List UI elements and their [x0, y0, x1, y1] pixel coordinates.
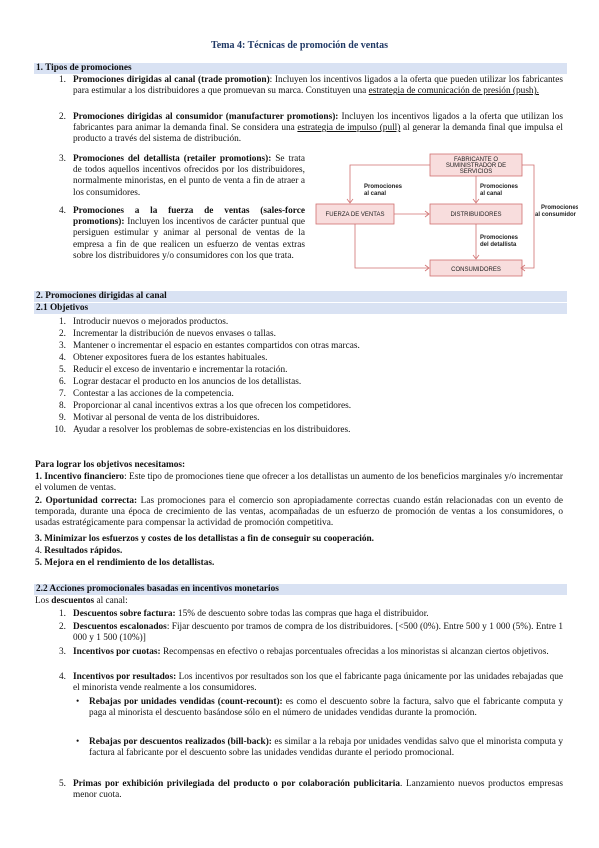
- discounts-intro: Los descuentos al canal:: [35, 596, 128, 606]
- list-item: [73, 112, 563, 146]
- box-distributors: DISTRIBUIDORES: [450, 212, 502, 218]
- discount-item: Incentivos por cuotas: Recompensas en efectivo o rebajas porcentuales ofrecidas a los minoristas si alcanzan ciertos objetivos.: [73, 647, 549, 657]
- item-link-text: estrategia de impulso (pull): [297, 123, 401, 134]
- item-text: : Incluyen los incentivos ligados a la oferta que pueden utilizar los fabricantes para estimular a los distribuidores a que promuevan su marca. Constituyen una: [73, 75, 564, 97]
- label-consumer-line2: al consumidor: [535, 212, 577, 218]
- list-number: 7.: [59, 389, 66, 399]
- item-term: Promociones dirigidas al canal (trade promotion): [73, 75, 270, 85]
- objective-item: Mantener o incrementar el espacio en estantes compartidos con otras marcas.: [73, 341, 360, 351]
- list-number: 4.: [59, 353, 66, 363]
- label-channel-right-line2: al canal: [480, 191, 503, 197]
- goal-1: 1. Incentivo financiero: Este tipo de promociones tiene que ofrecer a los detallistas un aumento de los beneficios marginales y/o incrementar el volumen de ventas.: [35, 472, 563, 494]
- sub-bullet-item: Rebajas por descuentos realizados (bill-back): es similar a la rebaja por unidades vendidas salvo que el minorista computa y factura al fabricante por el descuento sobre las unidades vendidas durante el periodo promocional.: [89, 737, 563, 759]
- list-number: 3.: [59, 154, 66, 164]
- list-item: [73, 75, 563, 97]
- list-number: 2.: [59, 329, 66, 339]
- goal-4: 4. Resultados rápidos.: [35, 546, 123, 556]
- list-number: 10.: [54, 425, 66, 435]
- box-manufacturer-line3: SERVICIOS: [459, 169, 493, 175]
- list-number: 1.: [59, 317, 66, 327]
- bullet-icon: •: [76, 737, 80, 747]
- objective-item: Incrementar la distribución de nuevos envases o tallas.: [73, 329, 276, 339]
- section-1-heading: 1. Tipos de promociones: [34, 63, 567, 74]
- list-number: 6.: [59, 377, 66, 387]
- sub-bullet-item: Rebajas por unidades vendidas (count-recount): es como el descuento sobre la factura, salvo que el fabricante computa y paga al minorista el descuento basándose sólo en el número de unidades vendidas durante la promoción.: [89, 697, 564, 719]
- box-manufacturer-line2: SUMINISTRADOR DE: [445, 163, 507, 169]
- list-number: 4.: [59, 672, 66, 682]
- list-number: 9.: [59, 413, 66, 423]
- list-number: 3.: [59, 647, 66, 657]
- list-item: [73, 206, 305, 262]
- list-number: 5.: [59, 365, 66, 375]
- label-retailer-line2: del detallista: [480, 242, 517, 248]
- objective-item: Lograr destacar el producto en los anuncios de los detallistas.: [73, 377, 302, 387]
- objective-item: Ayudar a resolver los problemas de sobre-existencias en los distribuidores.: [73, 425, 351, 435]
- subsection-2-1-heading: 2.1 Objetivos: [34, 303, 567, 314]
- objective-item: Proporcionar al canal incentivos extras a los que ofrecen los competidores.: [73, 401, 352, 411]
- item-term: Promociones dirigidas al consumidor (manufacturer promotions):: [73, 112, 339, 122]
- discount-item: Primas por exhibición privilegiada del producto o por colaboración publicitaria. Lanzamiento nuevos productos empresas menor cuota.: [73, 779, 563, 801]
- label-consumer-line1: Promociones: [541, 205, 578, 211]
- discount-item: Descuentos escalonados: Fijar descuento por tramos de compra de los distribuidores. [<500 (0%). Entre 500 y 1 000 (5%). Entre 1 000 y 1 500 (10%)]: [73, 622, 563, 644]
- item-text-end: al generar la demanda final que impulsa el producto a través del sistema de distribución.: [73, 123, 563, 145]
- list-number: 1.: [59, 75, 66, 85]
- promotion-flow-diagram: [312, 152, 578, 280]
- discount-item: Incentivos por resultados: Los incentivos por resultados son los que el fabricante paga únicamente por las unidades rebajadas que el minorista vende realmente a los consumidores.: [73, 672, 563, 694]
- box-sales-force: FUERZA DE VENTAS: [325, 212, 385, 218]
- label-retailer-line1: Promociones: [480, 235, 519, 241]
- item-text: Incluyen los incentivos de carácter puntual que persiguen estimular y animar al personal de ventas de la empresa a fin de que realicen un esfuerzo de ventas extras sobre los distribuidores y/o consumidores con los que trata.: [73, 217, 305, 261]
- objective-item: Introducir nuevos o mejorados productos.: [73, 317, 229, 327]
- objective-item: Reducir el exceso de inventario e incrementar la rotación.: [73, 365, 288, 375]
- label-channel-line2: al canal: [364, 191, 387, 197]
- label-channel-line1: Promociones: [364, 184, 403, 190]
- list-number: 4.: [59, 206, 66, 216]
- list-number: 5.: [59, 779, 66, 789]
- objective-item: Contestar a las acciones de la competencia.: [73, 389, 234, 399]
- item-term: Promociones del detallista (retailer promotions):: [73, 154, 272, 164]
- box-consumers: CONSUMIDORES: [451, 267, 501, 273]
- objective-item: Obtener expositores fuera de los estantes habituales.: [73, 353, 268, 363]
- objective-item: Motivar al personal de venta de los distribuidores.: [73, 413, 260, 423]
- item-link-text: estrategia de comunicación de presión (push).: [368, 86, 540, 97]
- goal-5: 5. Mejora en el rendimiento de los detallistas.: [35, 558, 215, 568]
- goals-heading: Para lograr los objetivos necesitamos:: [35, 460, 186, 470]
- bullet-icon: •: [76, 697, 80, 707]
- item-term: Promociones a la fuerza de ventas (sales-force promotions):: [73, 206, 305, 228]
- goal-3: 3. Minimizar los esfuerzos y costes de los detallistas a fin de conseguir su cooperación.: [35, 534, 374, 544]
- list-number: 1.: [59, 609, 66, 619]
- section-2-heading: 2. Promociones dirigidas al canal: [34, 291, 567, 302]
- list-number: 2.: [59, 622, 66, 632]
- list-item: [73, 154, 305, 199]
- list-number: 3.: [59, 341, 66, 351]
- subsection-2-2-heading: 2.2 Acciones promocionales basadas en incentivos monetarios: [34, 584, 567, 595]
- list-number: 2.: [59, 112, 66, 122]
- goal-2: 2. Oportunidad correcta: Las promociones para el comercio son apropiadamente correctas cuando están relacionadas con un evento de temporada, durante una época de crecimiento de las ventas, acompañadas de un esfuerzo de promoción de ventas a los consumidores, o usadas estratégicamente para compensar la actividad de promoción competitiva.: [35, 496, 563, 529]
- discount-item: Descuentos sobre factura: 15% de descuento sobre todas las compras que haga el distribuidor.: [73, 609, 429, 619]
- item-text: Incluyen los incentivos ligados a la oferta que utilizan los fabricantes para animar la demanda final. Se considera una: [73, 112, 563, 134]
- page-title: Tema 4: Técnicas de promoción de ventas: [210, 40, 389, 51]
- list-number: 8.: [59, 401, 66, 411]
- item-text: Se trata de todos aquellos incentivos ofrecidos por los distribuidores, normalmente minoristas, en el punto de venta a fin de atraer a los consumidores.: [73, 154, 306, 198]
- label-channel-right-line1: Promociones: [480, 184, 519, 190]
- box-manufacturer-line1: FABRICANTE O: [453, 157, 499, 163]
